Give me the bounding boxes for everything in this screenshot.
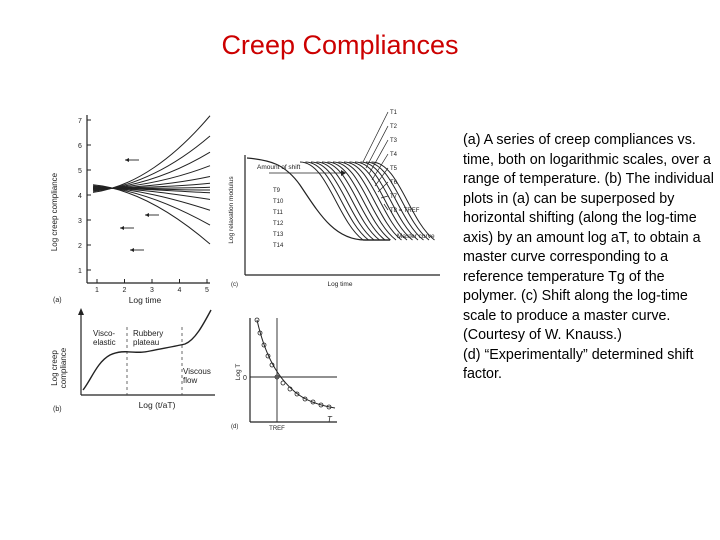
description-paragraph: (a) A series of creep compliances vs. time, both on logarithmic scales, over a range of temperature. (b) The individual plots in (a) can be superposed by horizontal shifting (along the log-time axis) by an amount log aT, to obtain a master curve corresponding to a reference temperature Tg of the polymer. (c) Shift along the log-time scale to produce a master curve. [463,132,714,324]
panel-a-xlabel: Log time [128,295,162,305]
panel-c-amount-of-shift: Amount of shift [257,164,301,171]
description [463,131,715,385]
panel-a-arrowhead [145,213,149,217]
panel-c-master-curve: Master curve [397,233,435,240]
panel-c-pointer [378,182,388,192]
panel-c-shift-curve [355,162,418,240]
description-panel-d: (d) “Experimentally” determined shift factor. [463,346,694,382]
panel-a-label: (a) [53,297,62,304]
panel-c-pointer [381,196,388,198]
panel-d-ylabel: Log T [235,363,242,381]
panel-d-data-point [281,381,285,385]
panel-c-pointer [366,126,388,168]
panel-d-zero: 0 [243,375,247,382]
panel-c-temperature-label: T8 = TREF [390,208,420,214]
panel-a-xtick-label: 1 [95,287,99,294]
panel-d-xlabel: T [327,415,332,424]
panel-a-xtick-label: 2 [122,287,127,294]
panel-a-ytick-label: 6 [78,143,82,150]
panel-c [228,110,440,288]
panel-c-temperature-label: T3 [390,138,398,144]
panel-a-arrowhead [125,158,129,162]
panel-b-region-3-line-1: Viscous [183,367,211,376]
panel-a-arrowhead [120,226,124,230]
panel-b-region-1-line-1: Visco- [93,329,116,338]
slide-title: Creep Compliances [221,30,459,60]
panel-c-temperature-label: T4 [390,152,398,158]
panel-c-temperature-label: T9 [273,188,281,194]
panel-c-temperature-label: T13 [273,232,284,238]
panel-c-arrows [363,112,388,210]
panel-c-shift-curve [306,162,369,240]
panel-c-temperature-label: T11 [273,210,283,216]
panel-c-temperature-label: T12 [273,221,284,227]
panel-c-left-labels [273,188,284,249]
panel-a-ytick-label: 2 [78,243,82,250]
panel-c-ylabel: Log relaxation modulus [228,176,235,244]
panel-a-ylabel: Log creep compliance [50,172,59,252]
panel-a-xtick-label: 5 [205,287,209,294]
panel-b-region-3-line-2: flow [183,376,198,385]
figure-panels [45,100,455,440]
panel-d-tref: TREF [269,426,285,432]
panel-c-temperature-label: T5 [390,166,398,172]
panel-a-yticks [78,118,91,275]
panel-a-ytick-label: 3 [78,218,82,225]
description-credit: (Courtesy of W. Knauss.) [463,327,622,343]
panel-c-label: (c) [231,282,238,288]
panel-c-shift-curve [361,162,424,240]
panel-d [231,318,337,432]
panel-c-shift-curve [300,162,363,240]
panel-b-region-2-line-1: Rubbery [133,329,164,338]
panel-d-shift-curve [257,320,335,408]
panel-c-temperature-label: T6 [390,180,398,186]
panel-a-xticks [95,279,209,294]
panel-b-label: (b) [53,406,62,413]
panel-c-xlabel: Log time [327,281,353,288]
panel-c-pointer [363,112,388,162]
panel-d-label: (d) [231,424,239,430]
panel-b-ylabel-2: compliance [59,347,68,389]
panel-c-pointer [372,154,388,180]
panel-c-right-labels [390,110,420,214]
panel-b-ylabel-1: Log creep [50,350,59,386]
panel-c-shift-curve [372,162,435,240]
panel-d-curve [255,318,335,409]
panel-b-region-1-line-2: elastic [93,338,116,347]
panel-c-temperature-label: T2 [390,124,398,130]
panel-a [50,115,210,305]
panel-a-curve [93,116,210,193]
panel-c-shift-curve [350,162,413,240]
panel-c-temperature-label: T10 [273,199,284,205]
panel-b-region-2-line-2: plateau [133,338,160,347]
panel-c-temperature-label: T14 [273,243,284,249]
panel-a-curve [93,185,210,244]
panel-c-shift-curve [328,162,391,240]
panel-b [50,308,215,413]
panel-a-ytick-label: 7 [78,118,82,125]
panel-a-ytick-label: 4 [78,193,82,200]
panel-c-shift-curve [317,162,380,240]
panel-a-arrowhead [130,248,134,252]
panel-a-ytick-label: 1 [78,268,82,275]
panel-c-temperature-label: T1 [390,110,398,116]
panel-b-xlabel: Log (t/aT) [138,400,176,410]
panel-c-shift-curve [339,162,402,240]
panel-a-curves [93,116,210,252]
panel-a-ytick-label: 5 [78,168,82,175]
panel-c-shift-curve [366,162,429,240]
panel-a-xtick-label: 3 [150,287,154,294]
panel-a-xtick-label: 4 [177,287,182,294]
panel-c-temperature-label: T7 [390,194,398,200]
